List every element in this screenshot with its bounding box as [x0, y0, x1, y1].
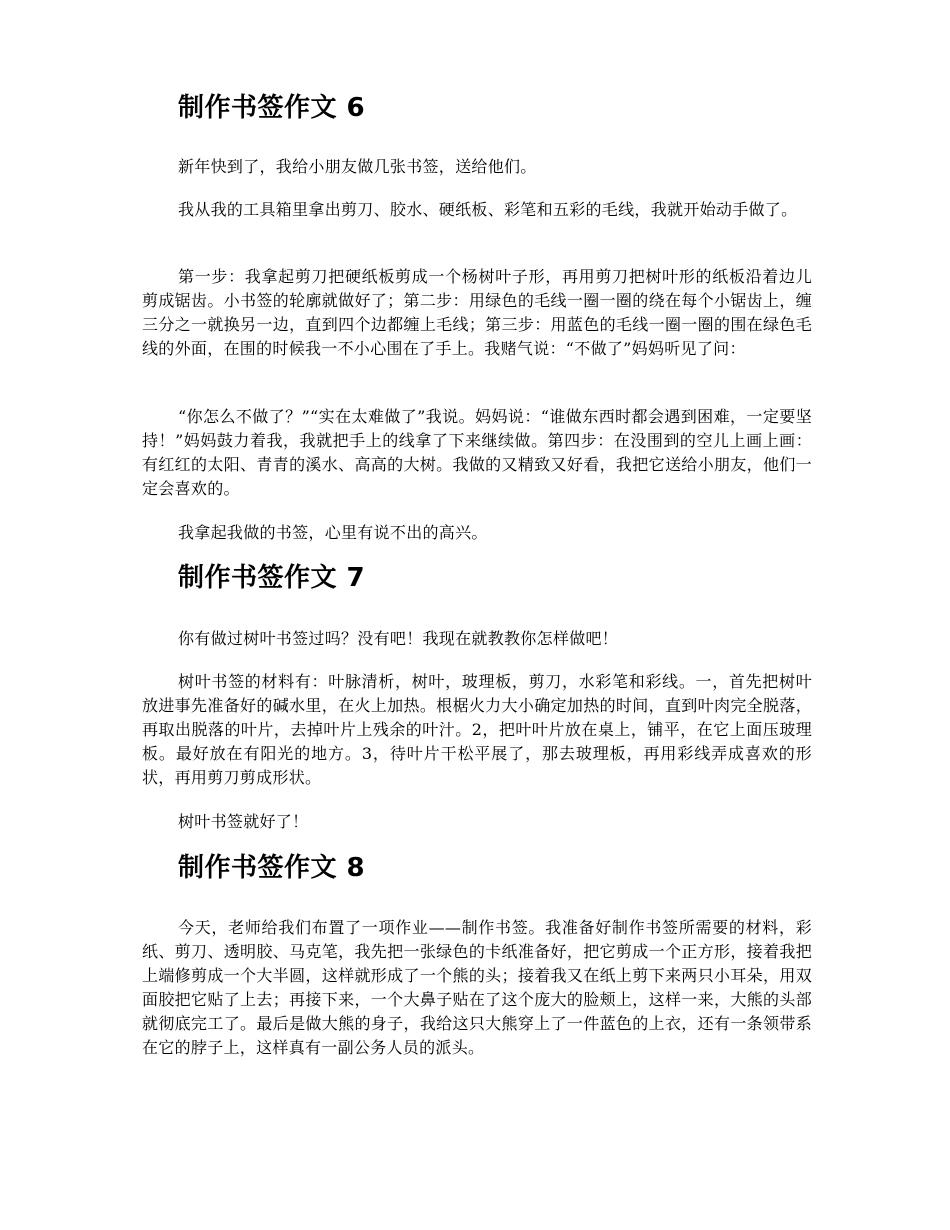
paragraph: 树叶书签就好了！	[178, 812, 309, 831]
paragraph: 我拿起我做的书签，心里有说不出的高兴。	[178, 523, 488, 542]
paragraph: 新年快到了，我给小朋友做几张书签，送给他们。	[178, 157, 537, 176]
paragraph: 今天，老师给我们布置了一项作业——制作书签。我准备好制作书签所需要的材料，彩纸、剪刀、透明胶、马克笔，我先把一张绿色的卡纸准备好，把它剪成一个正方形，接着我把上端修剪成一个大半圆，这样就形成了一个熊的头；接着我又在纸上剪下来两只小耳朵，用双面胶把它贴了上去；再接下来，一个大鼻子贴在了这个庞大的脸颊上，这样一来，大熊的头部就彻底完工了。最后是做大熊的身子，我给这只大熊穿上了一件蓝色的上衣，还有一条领带系在它的脖子上，这样真有一副公务人员的派头。	[142, 918, 812, 1057]
paragraph: 你有做过树叶书签过吗？没有吧！我现在就教教你怎样做吧！	[178, 629, 619, 648]
section-title: 制作书签作文 8	[178, 853, 366, 883]
section-title: 制作书签作文 7	[178, 563, 366, 593]
paragraph: “你怎么不做了？”“实在太难做了”我说。妈妈说：“谁做东西时都会遇到困难，一定要坚持！”妈妈鼓力着我，我就把手上的线拿了下来继续做。第四步：在没围到的空儿上画上画：有红红的太阳、青青的溪水、高高的大树。我做的又精致又好看，我把它送给小朋友，他们一定会喜欢的。	[142, 407, 812, 498]
paragraph: 第一步：我拿起剪刀把硬纸板剪成一个杨树叶子形，再用剪刀把树叶形的纸板沿着边儿剪成锯齿。小书签的轮廓就做好了；第二步：用绿色的毛线一圈一圈的绕在每个小锯齿上，缠三分之一就换另一边，直到四个边都缠上毛线；第三步：用蓝色的毛线一圈一圈的围在绿色毛线的外面，在围的时候我一不小心围在了手上。我赌气说：“不做了”妈妈听见了问：	[142, 267, 812, 358]
paragraph: 树叶书签的材料有：叶脉清析，树叶，玻理板，剪刀，水彩笔和彩线。一，首先把树叶放进事先准备好的碱水里，在火上加热。根椐火力大小确定加热的时间，直到叶肉完全脱落，再取出脱落的叶片，去掉叶片上残余的叶汁。2，把叶叶片放在桌上，铺平，在它上面压玻理板。最好放在有阳光的地方。3，待叶片干松平展了，那去玻理板，再用彩线弄成喜欢的形状，再用剪刀剪成形状。	[142, 672, 812, 787]
section-title: 制作书签作文 6	[178, 93, 366, 123]
paragraph: 我从我的工具箱里拿出剪刀、胶水、硬纸板、彩笔和五彩的毛线，我就开始动手做了。	[178, 200, 798, 219]
